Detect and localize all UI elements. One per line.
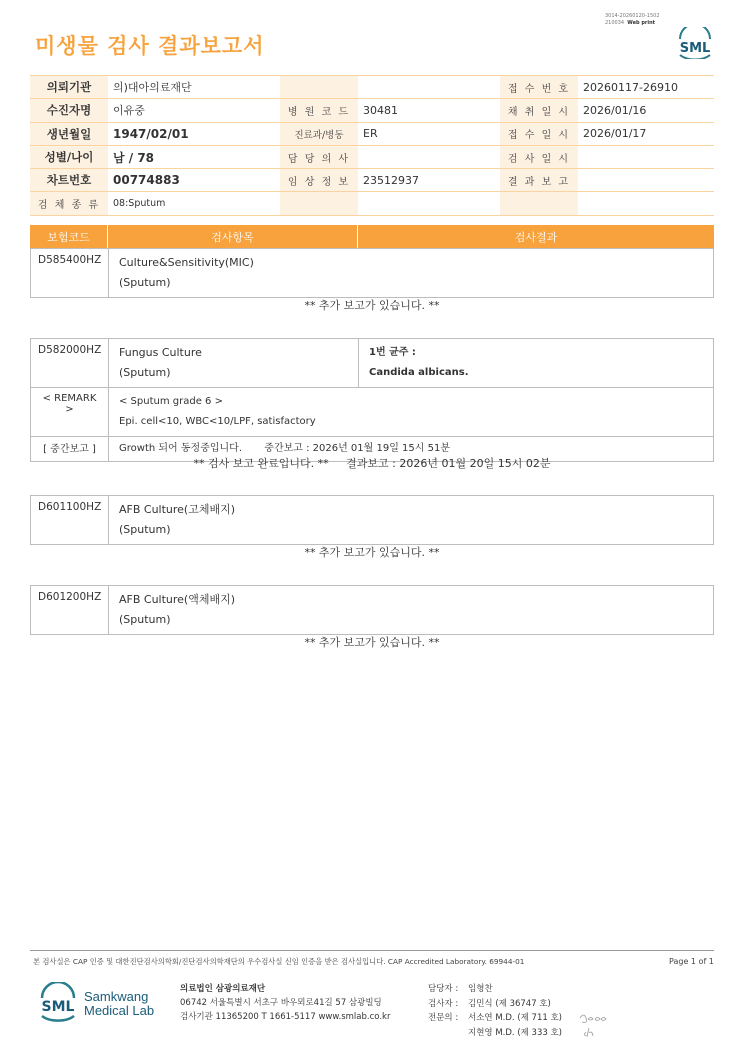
info-value: 의)대아의료재단 <box>108 76 280 99</box>
info-value: 08:Sputum <box>108 192 280 215</box>
page-title: 미생물 검사 결과보고서 <box>35 34 265 58</box>
info-label: 의뢰기관 <box>30 76 108 99</box>
staff-list: 담당자 : 임형찬 검사자 : 김민식 (제 36747 호) 전문의 : 서소연 M.D. (제 711 호) 지현영 M.D. (제 333 호) <box>428 982 562 1040</box>
org-contact: 검사기관 11365200 T 1661-5117 www.smlab.co.kr <box>180 1012 391 1022</box>
info-row <box>30 76 714 99</box>
info-label: 검 체 종 류 <box>30 192 108 215</box>
info-value <box>578 145 714 168</box>
interim-report-time: 중간보고 : 2026년 01월 19일 15시 51분 <box>264 443 451 454</box>
info-label <box>500 192 578 215</box>
final-report-time: 결과보고 : 2026년 01월 20일 15시 02분 <box>346 457 551 470</box>
test-name: AFB Culture(액체배지) <box>119 593 236 606</box>
specimen: (Sputum) <box>119 523 171 536</box>
col-test-result: 검사결과 <box>514 230 558 244</box>
organization-info <box>180 982 390 1024</box>
info-value: 이유중 <box>108 99 280 122</box>
info-label: 병 원 코 드 <box>280 99 358 122</box>
info-value: 00774883 <box>108 169 280 192</box>
col-test-item: 검사항목 <box>108 225 358 248</box>
remark-label: < REMARK > <box>31 388 109 436</box>
col-insurance-code: 보험코드 <box>30 225 108 248</box>
print-type: Web print <box>627 19 656 26</box>
certification-text: 본 검사실은 CAP 인증 및 대한진단검사의학회/진단검사의학재단의 우수검사실 신임 인증을 받은 검사실입니다. CAP Accredited Laboratory. 69944-01 <box>33 957 525 966</box>
info-value: 20260117-26910 <box>578 76 714 99</box>
info-value: 1947/02/01 <box>108 122 280 145</box>
specimen: (Sputum) <box>119 366 171 379</box>
info-value <box>578 169 714 192</box>
print-code: 210034 <box>605 19 625 26</box>
test-block-afb-solid <box>30 495 714 545</box>
info-label: 검 사 일 시 <box>500 145 578 168</box>
info-row <box>30 169 714 192</box>
sml-logo-icon <box>36 982 80 1026</box>
interim-report-text: Growth 되어 동정중입니다. <box>119 443 243 454</box>
info-label: 결 과 보 고 <box>500 169 578 192</box>
info-label: 차트번호 <box>30 169 108 192</box>
info-row <box>30 99 714 122</box>
test-name: AFB Culture(고체배지) <box>119 503 236 516</box>
info-label: 수진자명 <box>30 99 108 122</box>
info-value: 23512937 <box>358 169 500 192</box>
report-complete-note <box>0 455 744 471</box>
svg-text:SML: SML <box>41 999 75 1015</box>
remark-detail: Epi. cell<10, WBC<10/LPF, satisfactory <box>119 416 316 427</box>
print-meta <box>605 13 660 26</box>
info-label: 담 당 의 사 <box>280 145 358 168</box>
test-block-culture-sensitivity <box>30 248 714 298</box>
info-label: 접 수 일 시 <box>500 122 578 145</box>
info-value <box>358 145 500 168</box>
org-name: 의료법인 삼광의료재단 <box>180 984 266 994</box>
info-value <box>578 192 714 215</box>
specimen: (Sputum) <box>119 276 171 289</box>
test-block-afb-liquid <box>30 585 714 635</box>
brand-name: Samkwang Medical Lab <box>84 989 155 1018</box>
test-code: D585400HZ <box>31 249 109 297</box>
report-complete-text: ** 검사 보고 완료입니다. ** <box>193 457 329 470</box>
info-row <box>30 145 714 168</box>
info-label: 성별/나이 <box>30 145 108 168</box>
staff-name: 지현영 M.D. (제 333 호) <box>468 1027 563 1038</box>
remark-grade: < Sputum grade 6 > <box>119 396 223 407</box>
test-code: D582000HZ <box>31 339 109 387</box>
staff-name: 김민식 (제 36747 호) <box>468 998 551 1009</box>
info-value: ER <box>358 122 500 145</box>
staff-name: 서소연 M.D. (제 711 호) <box>468 1013 563 1023</box>
test-name: Culture&Sensitivity(MIC) <box>119 256 254 269</box>
info-label: 임 상 정 보 <box>280 169 358 192</box>
print-id: 3014-20260120-1502 <box>605 13 660 19</box>
info-label <box>280 76 358 99</box>
specimen: (Sputum) <box>119 613 171 626</box>
test-code: D601200HZ <box>31 586 109 634</box>
test-name: Fungus Culture <box>119 346 202 359</box>
info-label <box>280 192 358 215</box>
info-label: 생년월일 <box>30 122 108 145</box>
footer-divider <box>30 950 714 951</box>
additional-report-note: ** 추가 보고가 있습니다. ** <box>304 546 440 559</box>
info-label: 접 수 번 호 <box>500 76 578 99</box>
result-table-header <box>30 225 714 248</box>
strain-label: 1번 균주 : <box>369 347 416 358</box>
test-block-fungus-culture <box>30 338 714 462</box>
info-value: 30481 <box>358 99 500 122</box>
organism-name: Candida albicans. <box>369 367 469 378</box>
info-value: 2026/01/16 <box>578 99 714 122</box>
patient-info-table <box>30 75 714 216</box>
test-code: D601100HZ <box>31 496 109 544</box>
svg-text:SML: SML <box>679 41 711 56</box>
org-address: 06742 서울특별시 서초구 바우뫼로41길 57 삼광빌딩 <box>180 998 382 1008</box>
info-value <box>358 192 500 215</box>
info-row <box>30 122 714 145</box>
staff-name: 임형찬 <box>468 984 493 994</box>
info-label: 채 취 일 시 <box>500 99 578 122</box>
additional-report-note: ** 추가 보고가 있습니다. ** <box>304 299 440 312</box>
interim-report-label: [ 중간보고 ] <box>31 437 109 461</box>
sml-logo-icon <box>674 27 716 59</box>
info-row <box>30 192 714 215</box>
signature-icon <box>576 1010 610 1038</box>
info-value: 남 / 78 <box>108 145 280 168</box>
info-label: 진료과/병동 <box>280 122 358 145</box>
info-value: 2026/01/17 <box>578 122 714 145</box>
info-value <box>358 76 500 99</box>
additional-report-note: ** 추가 보고가 있습니다. ** <box>304 636 440 649</box>
page-number: Page 1 of 1 <box>669 957 714 966</box>
